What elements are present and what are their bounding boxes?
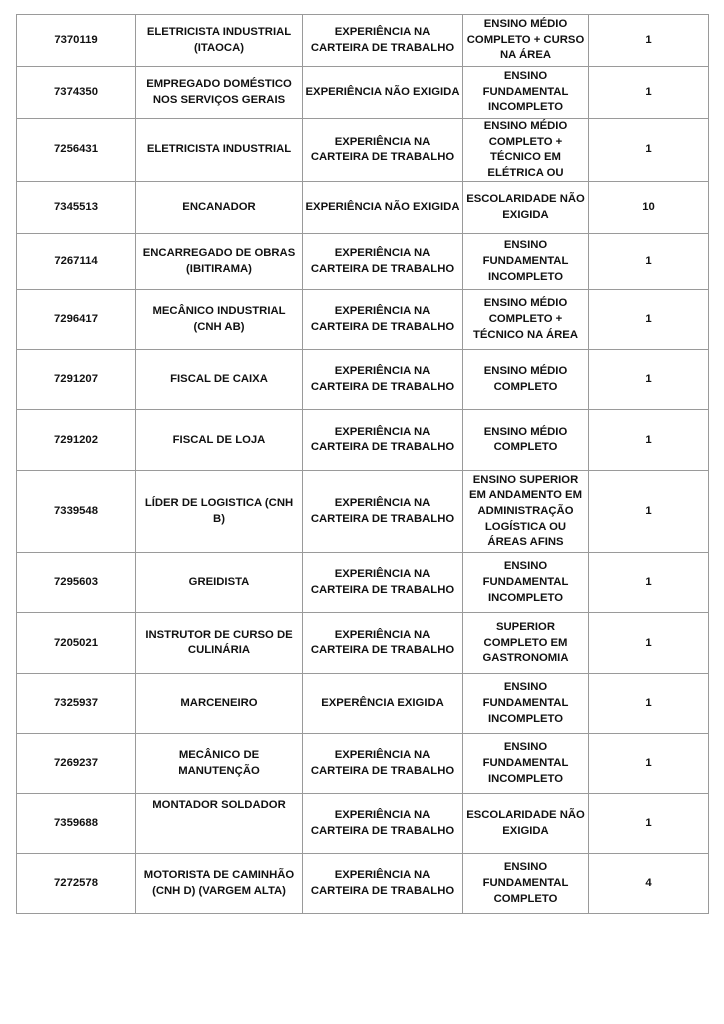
vacancies-cell: 1	[589, 290, 709, 350]
education-cell: ENSINO MÉDIO COMPLETO	[463, 350, 589, 410]
table-row	[17, 67, 709, 119]
vacancies-cell: 1	[589, 734, 709, 794]
job-title-cell: ELETRICISTA INDUSTRIAL	[136, 119, 303, 182]
table-row	[17, 410, 709, 471]
education-cell: ENSINO FUNDAMENTAL COMPLETO	[463, 854, 589, 914]
experience-cell: EXPERIÊNCIA NA CARTEIRA DE TRABALHO	[303, 734, 463, 794]
table-row	[17, 119, 709, 182]
experience-cell: EXPERÊNCIA EXIGIDA	[303, 674, 463, 734]
education-cell: ENSINO FUNDAMENTAL INCOMPLETO	[463, 67, 589, 119]
experience-cell: EXPERIÊNCIA NA CARTEIRA DE TRABALHO	[303, 350, 463, 410]
vacancies-cell: 4	[589, 854, 709, 914]
vacancies-cell: 1	[589, 613, 709, 674]
vacancies-cell: 10	[589, 182, 709, 234]
job-title-cell: MECÂNICO INDUSTRIAL (CNH AB)	[136, 290, 303, 350]
experience-cell: EXPERIÊNCIA NA CARTEIRA DE TRABALHO	[303, 854, 463, 914]
table-row	[17, 15, 709, 67]
table-row	[17, 613, 709, 674]
education-cell: ENSINO SUPERIOR EM ANDAMENTO EM ADMINISTRAÇÃO LOGÍSTICA OU ÁREAS AFINS	[463, 471, 589, 553]
job-title-cell: MARCENEIRO	[136, 674, 303, 734]
vacancies-cell: 1	[589, 674, 709, 734]
job-code-cell: 7345513	[17, 182, 136, 234]
experience-cell: EXPERIÊNCIA NA CARTEIRA DE TRABALHO	[303, 410, 463, 471]
experience-cell: EXPERIÊNCIA NA CARTEIRA DE TRABALHO	[303, 119, 463, 182]
education-cell: ENSINO FUNDAMENTAL INCOMPLETO	[463, 674, 589, 734]
table-row	[17, 553, 709, 613]
job-code-cell: 7374350	[17, 67, 136, 119]
job-code-cell: 7272578	[17, 854, 136, 914]
table-row	[17, 234, 709, 290]
education-cell: ENSINO FUNDAMENTAL INCOMPLETO	[463, 553, 589, 613]
job-vacancies-table	[16, 14, 709, 914]
vacancies-cell: 1	[589, 410, 709, 471]
experience-cell: EXPERIÊNCIA NA CARTEIRA DE TRABALHO	[303, 613, 463, 674]
education-cell: ENSINO MÉDIO COMPLETO + CURSO NA ÁREA	[463, 15, 589, 67]
job-code-cell: 7325937	[17, 674, 136, 734]
job-code-cell: 7291207	[17, 350, 136, 410]
job-code-cell: 7370119	[17, 15, 136, 67]
education-cell: ENSINO MÉDIO COMPLETO	[463, 410, 589, 471]
education-cell: ESCOLARIDADE NÃO EXIGIDA	[463, 794, 589, 854]
table-row	[17, 471, 709, 553]
vacancies-cell: 1	[589, 553, 709, 613]
job-title-cell: EMPREGADO DOMÉSTICO NOS SERVIÇOS GERAIS	[136, 67, 303, 119]
education-cell: ENSINO MÉDIO COMPLETO + TÉCNICO NA ÁREA	[463, 290, 589, 350]
job-title-cell: INSTRUTOR DE CURSO DE CULINÁRIA	[136, 613, 303, 674]
table-row	[17, 734, 709, 794]
experience-cell: EXPERIÊNCIA NA CARTEIRA DE TRABALHO	[303, 553, 463, 613]
job-code-cell: 7359688	[17, 794, 136, 854]
vacancies-cell: 1	[589, 794, 709, 854]
job-code-cell: 7267114	[17, 234, 136, 290]
job-title-cell: MECÂNICO DE MANUTENÇÃO	[136, 734, 303, 794]
job-title-cell: MOTORISTA DE CAMINHÃO (CNH D) (VARGEM ALTA)	[136, 854, 303, 914]
vacancies-cell: 1	[589, 15, 709, 67]
vacancies-cell: 1	[589, 471, 709, 553]
experience-cell: EXPERIÊNCIA NA CARTEIRA DE TRABALHO	[303, 471, 463, 553]
job-title-cell: FISCAL DE LOJA	[136, 410, 303, 471]
table-row	[17, 350, 709, 410]
experience-cell: EXPERIÊNCIA NÃO EXIGIDA	[303, 182, 463, 234]
experience-cell: EXPERIÊNCIA NA CARTEIRA DE TRABALHO	[303, 290, 463, 350]
job-title-cell: GREIDISTA	[136, 553, 303, 613]
table-row	[17, 854, 709, 914]
table-row	[17, 290, 709, 350]
experience-cell: EXPERIÊNCIA NA CARTEIRA DE TRABALHO	[303, 794, 463, 854]
job-code-cell: 7291202	[17, 410, 136, 471]
job-code-cell: 7269237	[17, 734, 136, 794]
job-title-cell: MONTADOR SOLDADOR	[136, 794, 303, 854]
job-title-cell: ENCANADOR	[136, 182, 303, 234]
experience-cell: EXPERIÊNCIA NA CARTEIRA DE TRABALHO	[303, 234, 463, 290]
job-code-cell: 7295603	[17, 553, 136, 613]
job-code-cell: 7205021	[17, 613, 136, 674]
table-row	[17, 182, 709, 234]
vacancies-cell: 1	[589, 350, 709, 410]
job-title-cell: LÍDER DE LOGISTICA (CNH B)	[136, 471, 303, 553]
table-body	[17, 15, 709, 914]
education-cell: SUPERIOR COMPLETO EM GASTRONOMIA	[463, 613, 589, 674]
table-row	[17, 794, 709, 854]
vacancies-cell: 1	[589, 234, 709, 290]
job-code-cell: 7339548	[17, 471, 136, 553]
job-title-cell: ENCARREGADO DE OBRAS (IBITIRAMA)	[136, 234, 303, 290]
education-cell: ENSINO MÉDIO COMPLETO + TÉCNICO EM ELÉTRICA OU	[463, 119, 589, 182]
job-code-cell: 7296417	[17, 290, 136, 350]
job-title-cell: ELETRICISTA INDUSTRIAL (ITAOCA)	[136, 15, 303, 67]
job-title-cell: FISCAL DE CAIXA	[136, 350, 303, 410]
education-cell: ESCOLARIDADE NÃO EXIGIDA	[463, 182, 589, 234]
education-cell: ENSINO FUNDAMENTAL INCOMPLETO	[463, 234, 589, 290]
vacancies-cell: 1	[589, 119, 709, 182]
education-cell: ENSINO FUNDAMENTAL INCOMPLETO	[463, 734, 589, 794]
experience-cell: EXPERIÊNCIA NA CARTEIRA DE TRABALHO	[303, 15, 463, 67]
experience-cell: EXPERIÊNCIA NÃO EXIGIDA	[303, 67, 463, 119]
table-row	[17, 674, 709, 734]
vacancies-cell: 1	[589, 67, 709, 119]
job-code-cell: 7256431	[17, 119, 136, 182]
